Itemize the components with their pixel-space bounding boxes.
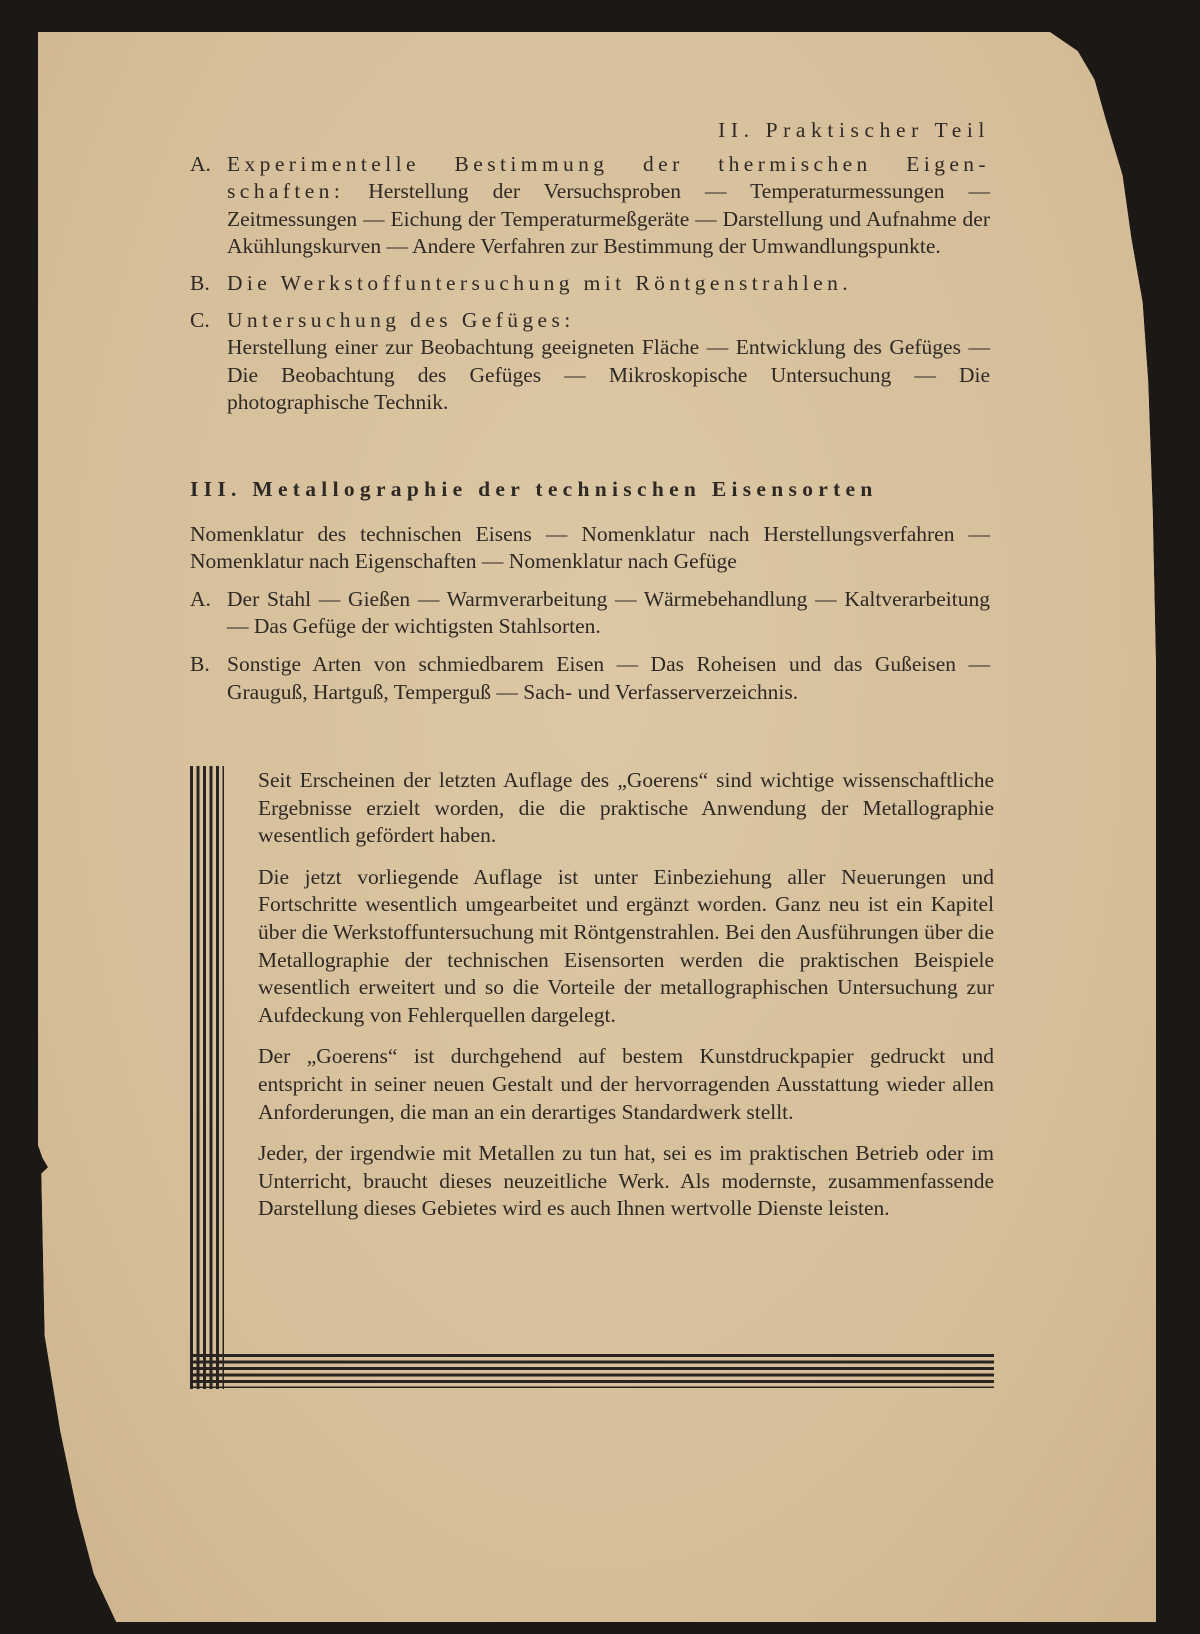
- item-lead: Untersuchung des Gefüges:: [227, 307, 575, 332]
- decorative-vertical-rules: [190, 766, 224, 1389]
- item-marker: B.: [190, 270, 210, 295]
- list-item: [190, 307, 990, 417]
- section-metallographie: [190, 476, 990, 713]
- item-marker: A.: [190, 586, 211, 611]
- item-marker: A.: [190, 151, 211, 176]
- promo-paragraph: Die jetzt vorliegende Auflage ist unter Einbeziehung aller Neuerungen und Fortschritte wesentlich umgearbeitet und ergänzt worden. Ganz neu ist ein Kapitel über die Werkstoffuntersuchung mit Röntgenstrahlen. Bei den Ausführungen über die Metallographie der technischen Eisensorten werden die praktischen Beispiele wesentlich erweitert und so die Vorteile der metallographischen Untersuchung zur Aufdeckung von Fehlerquellen dargelegt.: [258, 864, 994, 1027]
- promo-paragraph: Jeder, der irgendwie mit Metallen zu tun hat, sei es im praktischen Betrieb oder im Unterricht, braucht dieses neuzeitliche Werk. Als modernste, zusammenfassende Darstellung dieses Gebietes wird es auch Ihnen wertvolle Dienste leisten.: [258, 1141, 994, 1221]
- section-heading: II. Praktischer Teil: [718, 118, 990, 142]
- section-intro: Nomenklatur des technischen Eisens — Nomenklatur nach Herstellungsverfahren — Nomenklatur nach Eigenschaften — Nomenklatur nach Gefüge: [190, 521, 990, 574]
- item-text: Herstellung der Versuchsproben — Temperaturmessungen — Zeitmessungen — Eichung der Temperaturmeßgeräte — Darstellung und Aufnahme der Akühlungskurven — Andere Verfahren zur Bestimmung der Umwandlungspunkte.: [227, 179, 990, 259]
- promo-paragraph: Seit Erscheinen der letzten Auflage des „Goerens“ sind wichtige wissenschaftliche Ergebnisse erzielt worden, die die praktische Anwendung der Metallographie wesentlich gefördert haben.: [258, 768, 994, 848]
- list-item: [190, 586, 990, 641]
- item-lead-continued: schaften:: [227, 179, 345, 204]
- decorative-horizontal-rules: [190, 1354, 994, 1388]
- item-text: Sonstige Arten von schmiedbarem Eisen — Das Roheisen und das Gußeisen — Grauguß, Hartguß, Temperguß — Sach- und Verfasserverzeichnis.: [227, 651, 990, 704]
- section-praktischer-teil: [190, 117, 990, 424]
- item-text: Herstellung einer zur Beobachtung geeigneten Fläche — Entwicklung des Gefüges — Die Beobachtung des Gefüges — Mikroskopische Untersuchung — Die photographische Technik.: [227, 335, 990, 415]
- promo-paragraph: Der „Goerens“ ist durchgehend auf bestem Kunstdruckpapier gedruckt und entspricht in seiner neuen Gestalt und der hervorragenden Ausstattung wieder allen Anforderungen, die man an ein derartiges Standardwerk stellt.: [258, 1044, 994, 1124]
- item-marker: C.: [190, 307, 210, 332]
- item-text: Der Stahl — Gießen — Warmverarbeitung — Wärmebehandlung — Kaltverarbeitung — Das Gefüge der wichtigsten Stahlsorten.: [227, 586, 990, 639]
- item-lead: Experimentelle Bestimmung der thermischen Eigen-: [227, 151, 990, 176]
- item-lead: Die Werkstoffuntersuchung mit Röntgenstrahlen.: [227, 270, 853, 295]
- list-item: [190, 151, 990, 261]
- list-item: [190, 270, 990, 298]
- promo-text: [258, 767, 994, 1237]
- section-heading: III. Metallographie der technischen Eisensorten: [190, 477, 878, 501]
- list-item: [190, 651, 990, 706]
- item-marker: B.: [190, 651, 210, 676]
